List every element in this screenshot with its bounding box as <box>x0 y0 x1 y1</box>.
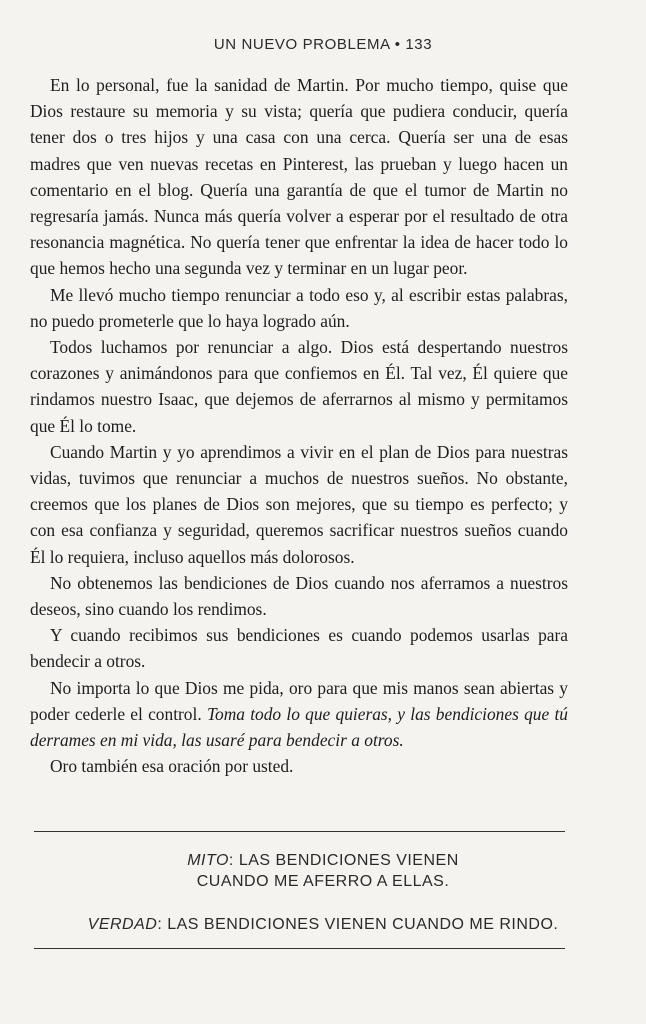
paragraph-4: Cuando Martin y yo aprendimos a vivir en el plan de Dios para nuestras vidas, tuvimos que renunciar a muchos de nuestros sueños. No obstante, creemos que los planes de Dios son mejores, que su tiempo es perfecto; y con esa confianza y seguridad, queremos sacrificar nuestros sueños cuando Él lo requiera, incluso aquellos más dolorosos. <box>30 441 568 567</box>
chapter-title: UN NUEVO PROBLEMA <box>213 36 390 53</box>
myth-line-1 <box>0 850 646 871</box>
paragraph-7 <box>30 675 568 754</box>
paragraph-6: Y cuando recibimos sus bendiciones es cuando podemos usarlas para bendecir a otros. <box>30 625 568 672</box>
body-text <box>30 72 568 779</box>
page-number: 133 <box>405 36 433 53</box>
paragraph-5: No obtenemos las bendiciones de Dios cuando nos aferramos a nuestros deseos, sino cuando los rendimos. <box>30 572 568 620</box>
myth-line-2: CUANDO ME AFERRO A ELLAS. <box>196 873 450 890</box>
truth-text: : LAS BENDICIONES VIENEN CUANDO ME RINDO. <box>157 916 559 933</box>
myth-text-1: : LAS BENDICIONES VIENEN <box>228 852 459 869</box>
truth-callout <box>0 914 646 935</box>
paragraph-1: En lo personal, fue la sanidad de Martin. Por mucho tiempo, quise que Dios restaure su memoria y su vista; quería que pudiera conducir, quería tener dos o tres hijos y una casa con una cerca. Quería ser una de esas madres que ven nuevas recetas en Pinterest, las prueban y luego hacen un comentario en el blog. Quería una garantía de que el tumor de Martin no regresaría jamás. Nunca más quería volver a esperar por el resultado de otra resonancia magnética. No quería tener que enfrentar la idea de hacer todo lo que hemos hecho una segunda vez y terminar en un lugar peor. <box>30 75 568 279</box>
paragraph-2: Me llevó mucho tiempo renunciar a todo eso y, al escribir estas palabras, no puedo prometerle que lo haya logrado aún. <box>30 284 568 331</box>
truth-label: VERDAD <box>87 916 158 933</box>
paragraph-8: Oro también esa oración por usted. <box>50 756 294 777</box>
top-divider <box>34 831 565 832</box>
header-separator: • <box>394 36 401 53</box>
running-header <box>0 36 646 53</box>
paragraph-7-regular: No importa lo que Dios me pida, oro para que mis manos sean abiertas y poder cederle el control. <box>30 677 568 724</box>
paragraph-3: Todos luchamos por renunciar a algo. Dios está despertando nuestros corazones y animándonos para que confiemos en Él. Tal vez, Él quiere que rindamos nuestro Isaac, que dejemos de aferrarnos al mismo y permitamos que Él lo tome. <box>30 337 568 436</box>
myth-callout <box>0 850 646 892</box>
prayer-quote: Toma todo lo que quieras, y las bendiciones que tú derrames en mi vida, las usaré para bendecir a otros. <box>30 703 568 751</box>
myth-label: MITO <box>187 852 229 869</box>
bottom-divider <box>34 948 565 949</box>
